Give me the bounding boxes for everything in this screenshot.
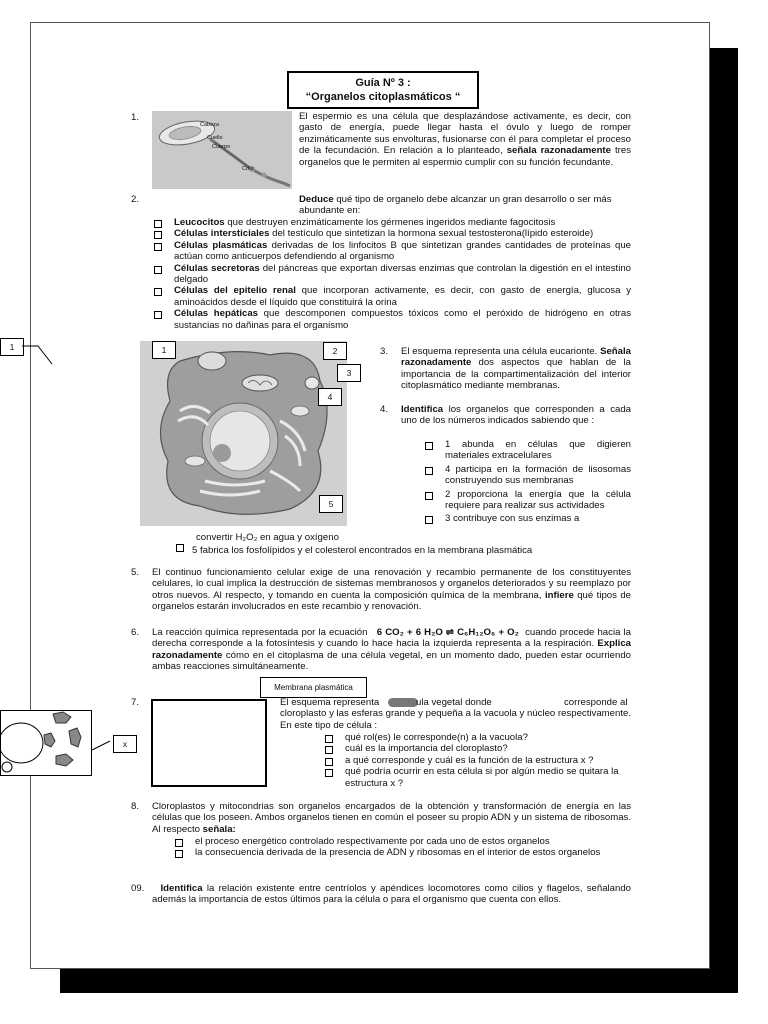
cell-label-5: 5 [319, 495, 343, 513]
q5-number: 5. [131, 567, 140, 578]
q8-item [175, 836, 631, 847]
q4-cont: convertir H₂O₂ en agua y oxígeno [196, 532, 339, 543]
q7-intro-c: corresponde al [564, 697, 628, 708]
cell-label-2: 2 [323, 342, 347, 360]
sperm-label-body: Cuerpo [212, 144, 231, 150]
q8-item-text: el proceso energético controlado respectivamente por cada uno de estos organelos [195, 836, 550, 847]
checkbox [325, 735, 333, 743]
checkbox [154, 311, 162, 319]
q2-item-bold: Leucocitos [174, 217, 225, 228]
title-line1: Guía Nº 3 : [355, 77, 411, 89]
checkbox [154, 288, 162, 296]
checkbox [325, 769, 333, 777]
q9-text [152, 883, 631, 906]
checkbox [325, 746, 333, 754]
q4-text: los organelos que corresponden a cada uno de los números indicados sabiendo que : [401, 404, 632, 427]
q6-text [152, 627, 631, 673]
q4-item5-text: 5 fabrica los fosfolípidos y el colesterol encontrados en la membrana plasmática [192, 545, 533, 556]
q7-intro [280, 697, 631, 731]
q4-item [425, 464, 631, 487]
redaction-blob [388, 698, 418, 707]
q2-item [154, 285, 631, 308]
q2-item-text: derivadas de los linfocitos B que sintetizan grandes cantidades de proteínas que actúan como anticuerpos defendiendo al organismo [174, 239, 631, 263]
checkbox [154, 231, 162, 239]
q1-text-a: El espermio es una célula que desplazándose activamente, es decir, con gasto de energía, puede llegar hasta el óvulo y luego de romper enzimáticamente sus envolturas, fusionarse con él para completar el proceso de la fecundación. En relación a lo planteado, [299, 111, 631, 157]
q5-text [152, 567, 631, 613]
cell-label-3: 3 [337, 364, 361, 382]
cell-label-4: 4 [318, 388, 342, 406]
q4-item5 [176, 544, 532, 556]
checkbox [175, 850, 183, 858]
sperm-drawing [152, 111, 292, 189]
q6-number: 6. [131, 627, 140, 638]
q8-text [152, 801, 631, 835]
q1-number: 1. [131, 112, 140, 123]
sperm-label-head: Cabeza [200, 122, 219, 128]
q7-intro-d: cloroplasto y las esferas grande y pequeña a la vacuola y núcleo respectivamente. En este tipo de célula : [280, 708, 631, 731]
q7-item-text: qué rol(es) le corresponde(n) a la vacuola? [345, 732, 528, 743]
x-pointer-line [90, 738, 112, 752]
sperm-label-neck: Cuello [207, 135, 223, 141]
checkbox [425, 442, 433, 450]
q4-bold: Identifica [401, 404, 444, 415]
q2-bold: Deduce [299, 194, 334, 205]
q3-number: 3. [380, 346, 389, 357]
q7-item [325, 743, 631, 754]
q8-item-text: la consecuencia derivada de la presencia de ADN y ribosomas en el interior de estos organelos [195, 847, 601, 859]
q8-bold: señala: [202, 823, 236, 835]
q2-item [154, 308, 631, 331]
q2-number: 2. [131, 194, 140, 205]
q7-intro-a: El esquema representa [280, 697, 380, 708]
plant-cell-frame [151, 699, 267, 787]
sperm-image [152, 111, 292, 189]
q2-item-text: que descomponen compuestos tóxicos como el peróxido de hidrógeno en otras sustancias no dañinas para el organismo [174, 308, 631, 331]
membrane-label: Membrana plasmática [260, 677, 367, 698]
q6-bold: Explica razonadamente [152, 638, 631, 661]
plant-cell-drawing [1, 711, 91, 775]
x-label-box: x [113, 735, 137, 753]
q7-intro-b: ula vegetal donde [416, 697, 492, 708]
q2-item-text: del testículo que sintetizan la hormona sexual testosterona(lípido esteroide) [272, 228, 594, 240]
q4-item-text: 4 participa en la formación de lisosomas construyendo sus membranas [445, 463, 631, 487]
q4-number: 4. [380, 404, 389, 415]
q2-item [154, 228, 631, 239]
q9-number: 09. [131, 883, 145, 894]
checkbox [325, 758, 333, 766]
cell-diagram [140, 341, 347, 526]
q6-text-c: cómo en el citoplasma de una célula vegetal, en un momento dado, pueden estar ocurriendo ambas reacciones simultáneamente. [152, 649, 631, 673]
q5-text-a: El continuo funcionamiento celular exige de una renovación y recambio permanente de los constituyentes celulares, lo cual implica la destrucción de sistemas membranosos y organelos deteriorados y su reemplazo por otros nuevos. Al respecto, y tomando en cuenta la composición química de la membrana, [152, 567, 631, 601]
q8-text-a: Cloroplastos y mitocondrias son organelos encargados de la obtención y transformación de energía en las células que los poseen. Ambos organelos tienen en común el poseer su propio ADN y un sistema de ribosomas. Al respecto [152, 801, 631, 835]
margin-pointer-line [22, 340, 62, 370]
q2-item-bold: Células intersticiales [174, 228, 270, 240]
q9-bold: Identifica [160, 883, 203, 894]
cell-label-1: 1 [152, 341, 176, 359]
checkbox [176, 544, 184, 552]
q2-item-bold: Células secretoras [174, 262, 260, 274]
q3-text-b: dos aspectos que hablan de la importancia de la compartimentalización del interior citoplasmático mediante membranas. [401, 357, 631, 392]
checkbox [154, 220, 162, 228]
checkbox [175, 839, 183, 847]
margin-box-1: 1 [0, 338, 24, 356]
checkbox [154, 243, 162, 251]
q2-item-bold: Células hepáticas [174, 308, 259, 320]
q2-item-bold: Células plasmáticas [174, 239, 268, 251]
title-box [287, 71, 479, 109]
q8-item [175, 847, 631, 858]
q2-text: qué tipo de organelo debe alcanzar un gran desarrollo o ser más abundante en: [299, 194, 612, 217]
q7-item [325, 732, 631, 743]
q8-number: 8. [131, 801, 140, 812]
q7-item-text: a qué corresponde y cuál es la función de la estructura x ? [345, 754, 594, 766]
q6-text-a: La reacción química representada por la ecuación [152, 627, 368, 638]
q9-text-body: la relación existente entre centríolos y apéndices locomotores como cilios y flagelos, señalando además la importancia de estos últimos para la célula o para el organismo que cuenta con ellos. [152, 883, 631, 906]
q3-bold: Señala razonadamente [401, 346, 631, 369]
cell-drawing [140, 341, 347, 526]
q3-text [401, 346, 631, 392]
q4-item [425, 489, 631, 512]
q2-item-bold: Células del epitelio renal [174, 285, 296, 297]
title-line2: “Organelos citoplasmáticos “ [305, 91, 461, 103]
q6-equation: 6 CO₂ + 6 H₂O ⇌ C₆H₁₂O₆ + O₂ [376, 627, 519, 638]
q2-list [154, 217, 631, 331]
q6-text-b: cuando procede hacia la derecha corresponde a la fotosíntesis y cuando lo hace hacia la izquierda representa a la respiración. [152, 627, 631, 650]
q2-item-text: del páncreas que exportan diversas enzimas que controlan la digestión en el intestino delgado [174, 262, 632, 286]
q2-item [154, 217, 631, 228]
checkbox [425, 516, 433, 524]
q4-item [425, 513, 631, 524]
q7-item-text: cuál es la importancia del cloroplasto? [345, 743, 508, 755]
q2-intro [299, 194, 631, 217]
q8-list [175, 836, 631, 859]
q5-bold: infiere [544, 589, 574, 601]
q2-item-text: que incorporan activamente, es decir, con gasto de energía, glucosa y aminoácidos desde el líquido que constituirá la orina [174, 285, 632, 308]
q4-item [425, 439, 631, 462]
q4-intro [401, 404, 631, 427]
q4-item-text: 1 abunda en células que digieren materiales extracelulares [445, 439, 631, 462]
q1-bold: señala razonadamente [506, 145, 611, 157]
q3-text-a: El esquema representa una célula eucarionte. [401, 346, 598, 357]
q7-item [325, 755, 631, 766]
q7-number: 7. [131, 697, 140, 708]
checkbox [154, 266, 162, 274]
plant-cell-sketch [0, 710, 92, 776]
q1-text [299, 111, 631, 168]
q5-text-b: qué tipos de organelos estarán involucrados en este recambio y renovación. [152, 589, 632, 613]
q2-item [154, 240, 631, 263]
q4-list [425, 439, 631, 525]
q2-item [154, 263, 631, 286]
checkbox [425, 492, 433, 500]
q2-item-text: que destruyen enzimáticamente los gérmenes ingeridos mediante fagocitosis [227, 217, 556, 228]
q7-intro-line1 [280, 697, 631, 708]
q7-item-text: qué podría ocurrir en esta célula si por algún medio se quitara la estructura x ? [345, 766, 619, 789]
q1-text-b: tres organelos que le permiten al espermio cumplir con su función fecundante. [299, 145, 631, 168]
q7-list [325, 732, 631, 789]
sperm-label-tail: Cola [242, 166, 254, 172]
q7-item [325, 766, 631, 789]
q4-item-text: 2 proporciona la energía que la célula requiere para realizar sus actividades [445, 488, 631, 512]
q4-item-text: 3 contribuye con sus enzimas a [445, 513, 580, 525]
checkbox [425, 467, 433, 475]
